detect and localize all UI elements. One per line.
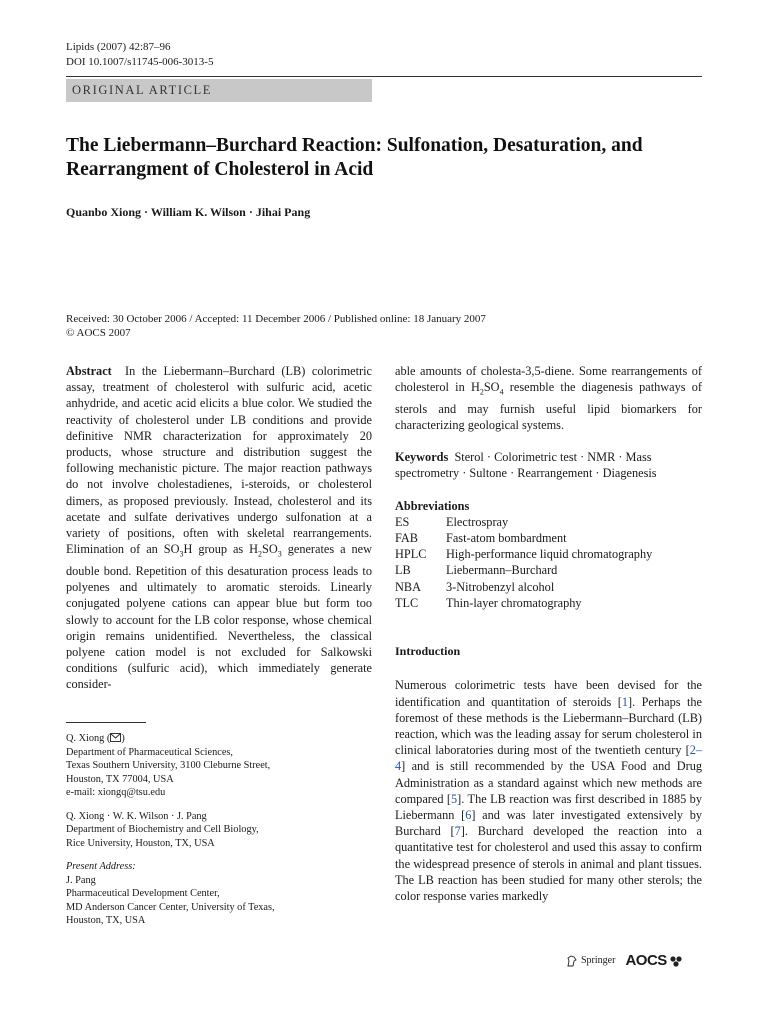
dates-line: Received: 30 October 2006 / Accepted: 11 December 2006 / Published online: 18 January 2007	[66, 313, 486, 325]
copyright: © AOCS 2007	[66, 327, 131, 339]
abbreviation-item: TLC Thin-layer chromatography	[395, 595, 582, 610]
present-address-label: Present Address:	[66, 861, 136, 872]
reference-link[interactable]: 1	[621, 694, 628, 709]
affiliation-rule	[66, 722, 146, 723]
abstract: Abstract In the Liebermann–Burchard (LB) colorimetric assay, treatment of cholesterol with sulfuric acid, acetic anhydride, and acetic acid elicits a blue color. We studied the reactivity of cholesterol under LB conditions and provide definitive NMR characterization for approximately 20 products, whose structure and distribution suggest the following mechanistic picture. The major reaction pathways do not involve cholestadienes, i-steroids, or cholesterol dimers, as proposed previously. Instead, cholesterol and its acetate and sulfate derivatives undergo sulfonation at a variety of positions, often with skeletal rearrangements. Elimination of an $SO_3H$ group as $H_2SO_3$ generates a new double bond. Repetition of this desaturation process leads to polyenes and ultimately to aromatic steroids. Linearly conjugated polyene cations can appear blue but form too slowly to account for the LB color response, whose chemical origin remains unidentified. Nevertheless, the classical polyene cation model is not excluded for Salkowski conditions (sulfuric acid), which immediately generate consider-	[66, 364, 372, 692]
reference-link[interactable]: 7	[454, 824, 461, 839]
springer-logo: Springer	[566, 955, 615, 967]
introduction-heading: Introduction	[395, 644, 461, 659]
journal-citation: Lipids (2007) 42:87–96	[66, 41, 171, 53]
left-column	[66, 363, 372, 693]
publisher-footer	[566, 952, 683, 969]
corresponding-author: Q. Xiong ( )	[66, 733, 125, 744]
abbreviations	[395, 498, 702, 611]
article-title: The Liebermann–Burchard Reaction: Sulfonation, Desaturation, and Rearrangment of Cholesterol in Acid	[66, 135, 643, 180]
author-list: Quanbo Xiong · William K. Wilson · Jihai Pang	[66, 205, 311, 219]
abstract-heading: Abstract	[66, 364, 112, 378]
doi: DOI 10.1007/s11745-006-3013-5	[66, 56, 214, 68]
reference-link[interactable]: 2–4	[395, 743, 702, 774]
springer-horse-icon	[566, 955, 578, 967]
abbreviation-item: FAB Fast-atom bombardment	[395, 531, 567, 546]
abbreviation-item: ES Electrospray	[395, 514, 509, 529]
aocs-emblem-icon	[669, 955, 683, 967]
affiliations: Q. Xiong ( ) Department of Pharmaceutical Sciences, Texas Southern University, 3100 Cleburne Street, Houston, TX 77004, USA e-mail: xiongq@tsu.edu Q. Xiong · W. K. Wilson · J. Pang Department of Biochemistry and Cell Biology, Rice University, Houston, TX, USA Present Address: J. Pang Pharmaceutical Development Center, MD Anderson Cancer Center, University of Texas, Houston, TX, USA	[66, 732, 376, 928]
email[interactable]: e-mail: xiongq@tsu.edu	[66, 787, 166, 798]
abbreviations-heading: Abbreviations	[395, 498, 470, 513]
envelope-icon	[110, 733, 121, 742]
abstract-continued: able amounts of cholesta-3,5-diene. Some rearrangements of cholesterol in $H_2SO_4$ resemble the diagenesis pathways of sterols and may furnish useful lipid biomarkers for characterizing geological systems.	[395, 364, 702, 433]
reference-link[interactable]: 5	[451, 791, 458, 806]
publication-dates	[66, 312, 486, 340]
abbreviation-item: LB Liebermann–Burchard	[395, 563, 558, 578]
header-rule	[66, 76, 702, 77]
aocs-logo: AOCS	[625, 952, 682, 969]
article-type-banner: ORIGINAL ARTICLE	[66, 79, 372, 102]
keywords-heading: Keywords	[395, 450, 449, 465]
abbreviation-item: NBA 3-Nitrobenzyl alcohol	[395, 579, 555, 594]
right-column	[395, 363, 702, 904]
introduction-text: Numerous colorimetric tests have been devised for the identification and quantitation of steroids [1]. Perhaps the foremost of these methods is the Liebermann–Burchard (LB) reaction, which was the leading assay for serum cholesterol in clinical laboratories during most of the twentieth century [2–4] and is still recommended by the USA Food and Drug Administration as a standard against which new methods are compared [5]. The LB reaction was first described in 1885 by Liebermann [6] and was later investigated extensively by Burchard [7]. Burchard developed the reaction into a quantitative test for cholesterol and used this assay to confirm the widespread presence of sterols in animal and plant tissues. The LB reaction has been studied for many other sterols; the color response varies markedly	[395, 678, 703, 903]
keywords: Keywords Sterol · Colorimetric test · NMR · Mass spectrometry · Sultone · Rearrangement · Diagenesis	[395, 450, 657, 481]
abbreviation-item: HPLC High-performance liquid chromatography	[395, 547, 653, 562]
reference-link[interactable]: 6	[465, 807, 472, 822]
